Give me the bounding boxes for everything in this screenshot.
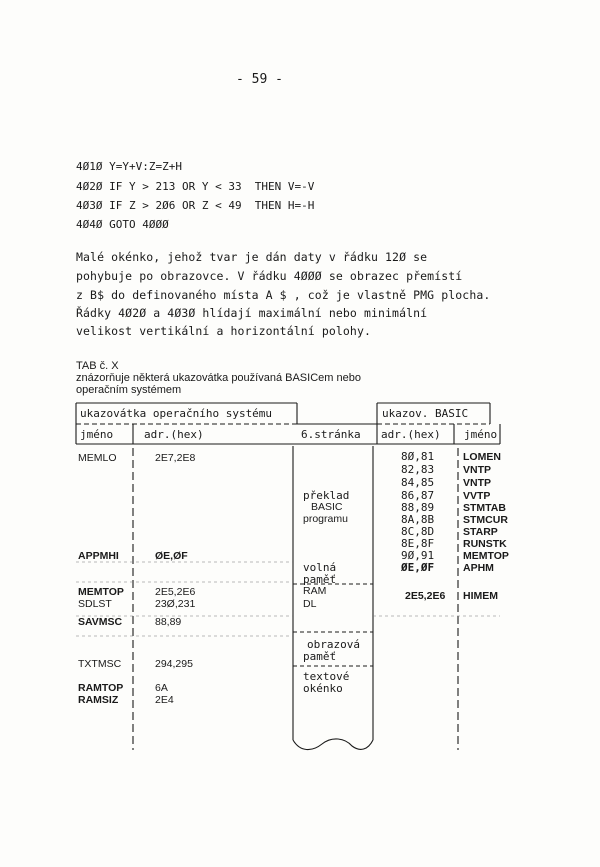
basic-name: STMTAB [463, 502, 506, 514]
col-header-name2: jméno [464, 428, 498, 441]
mid-label: textové [303, 670, 350, 683]
code-line: 4Ø2Ø IF Y > 213 OR Y < 33 THEN V=-V [76, 180, 315, 193]
os-addr: 2E7,2E8 [155, 452, 196, 464]
os-addr: 23Ø,231 [155, 598, 196, 610]
basic-addr: 8Ø,81 [401, 450, 435, 463]
mid-label: BASIC [311, 501, 343, 513]
basic-name: VNTP [463, 477, 492, 489]
basic-name: VVTP [463, 490, 491, 502]
paragraph-line: Malé okénko, jehož tvar je dán daty v řádku 12Ø se [76, 250, 428, 264]
os-addr: 2E4 [155, 694, 174, 706]
os-addr: 294,295 [155, 658, 193, 670]
basic-addr: 84,85 [401, 476, 435, 489]
code-line: 4Ø3Ø IF Z > 2Ø6 OR Z < 49 THEN H=-H [76, 199, 315, 212]
os-name: SAVMSC [78, 616, 123, 628]
basic-addr: 82,83 [401, 463, 435, 476]
os-addr: ØE,ØF [155, 550, 188, 562]
basic-name: MEMTOP [463, 550, 509, 562]
os-name: RAMTOP [78, 682, 124, 694]
basic-addr: 9Ø,91 [401, 549, 435, 562]
mid-label: paměť [303, 650, 337, 663]
basic-name: HIMEM [463, 590, 498, 602]
mid-label: volná [303, 561, 337, 574]
basic-name: APHM [463, 562, 494, 574]
os-name: TXTMSC [78, 658, 122, 670]
basic-name: RUNSTK [463, 538, 507, 550]
os-addr: 88,89 [155, 616, 182, 628]
basic-addr: 8C,8D [401, 525, 435, 538]
basic-name: STMCUR [463, 514, 508, 526]
basic-addr: 2E5,2E6 [405, 590, 446, 602]
col-header-addr2: adr.(hex) [381, 428, 441, 441]
paragraph-line: Řádky 4Ø2Ø a 4Ø3Ø hlídají maximální nebo minimální [76, 306, 428, 320]
mid-label: RAM [303, 585, 327, 597]
basic-addr: 8E,8F [401, 537, 435, 550]
mid-label: DL [303, 598, 317, 610]
header-basic: ukazov. BASIC [382, 407, 469, 420]
col-header-addr: adr.(hex) [144, 428, 204, 441]
mid-label: okénko [303, 682, 343, 695]
os-name: MEMLO [78, 452, 117, 464]
basic-addr: 86,87 [401, 489, 435, 502]
os-name: SDLST [78, 598, 112, 610]
page-number: - 59 - [236, 72, 283, 87]
table-caption-line: operačním systémem [76, 384, 182, 396]
header-os: ukazovátka operačního systému [80, 407, 273, 420]
col-header-page6: 6.stránka [301, 428, 361, 441]
code-line: 4Ø4Ø GOTO 4ØØØ [76, 218, 169, 231]
mid-label: paměť [303, 573, 337, 586]
mid-label: překlad [303, 489, 350, 502]
os-addr: 6A [155, 682, 168, 694]
basic-addr: 88,89 [401, 501, 435, 514]
mid-label: programu [303, 513, 348, 525]
paragraph-line: pohybuje po obrazovce. V řádku 4ØØØ se obrazec přemístí [76, 269, 463, 283]
table-caption-line: znázorňuje některá ukazovátka používaná BASICem nebo [76, 372, 361, 384]
os-name: APPMHI [78, 550, 119, 562]
basic-name: VNTP [463, 464, 492, 476]
col-header-name: jméno [80, 428, 114, 441]
basic-addr: ØE,ØF [401, 561, 435, 574]
basic-name: LOMEN [463, 451, 501, 463]
os-name: RAMSIZ [78, 694, 119, 706]
paragraph-line: velikost vertikální a horizontální polohy. [76, 324, 371, 338]
paragraph-line: z B$ do definovaného místa A $ , což je vlastně PMG plocha. [76, 288, 491, 302]
basic-name: STARP [463, 526, 498, 538]
table-caption-title: TAB č. X [76, 360, 119, 372]
os-name: MEMTOP [78, 586, 124, 598]
code-line: 4Ø1Ø Y=Y+V:Z=Z+H [76, 160, 182, 173]
os-addr: 2E5,2E6 [155, 586, 196, 598]
mid-label: obrazová [307, 638, 360, 651]
basic-addr: 8A,8B [401, 513, 435, 526]
